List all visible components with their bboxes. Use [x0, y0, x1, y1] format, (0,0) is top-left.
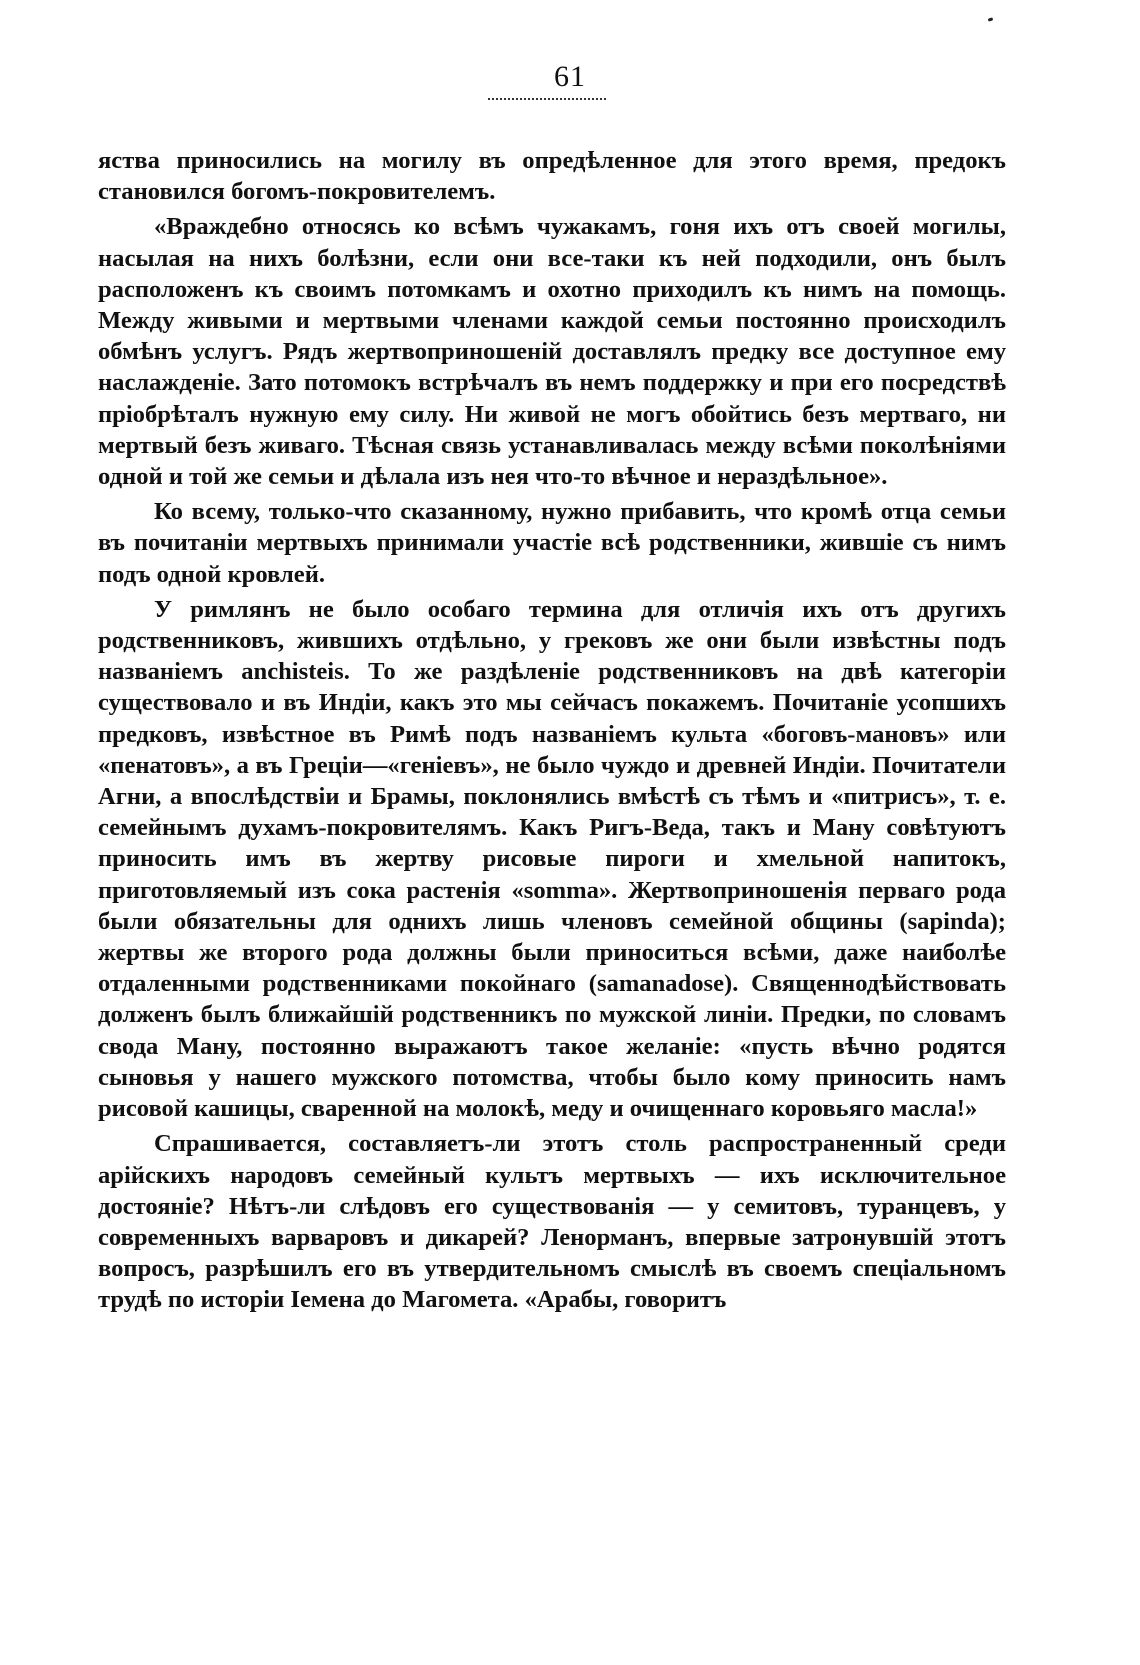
paragraph-1: яства приносились на могилу въ опредѣленное для этого время, предокъ становился богомъ-покровителемъ. — [98, 147, 1006, 206]
paragraph-4: У римлянъ не было особаго термина для отличiя ихъ отъ другихъ родственниковъ, жившихъ отдѣльно, у грековъ же они были извѣстны подъ названiемъ anchisteis. То же раздѣленiе родственниковъ на двѣ категорiи существовало и въ Индiи, какъ это мы сейчасъ покажемъ. Почитанiе усопшихъ предковъ, извѣстное въ Римѣ подъ названiемъ культа «боговъ-мановъ» или «пенатовъ», а въ Грецiи—«генiевъ», не было чуждо и древней Индiи. Почитатели Агни, а впослѣдствiи и Брамы, поклонялись вмѣстѣ съ тѣмъ и «питрисъ», т. е. семейнымъ духамъ-покровителямъ. Какъ Ригъ-Веда, такъ и Ману совѣтуютъ приносить имъ въ жертву рисовые пироги и хмельной напитокъ, приготовляемый изъ сока растенiя «somma». Жертвоприношенiя перваго рода были обязательны для однихъ лишь членовъ семейной общины (sapinda); жертвы же второго рода должны были приноситься всѣми, даже наиболѣе отдаленными родственниками покойнаго (samanadose). Священнодѣйствовать долженъ былъ ближайшiй родственникъ по мужской линiи. Предки, по словамъ свода Ману, постоянно выражаютъ такое желанiе: «пусть вѣчно родятся сыновья у нашего мужского потомства, чтобы было кому приносить намъ рисовой кашицы, сваренной на молокѣ, меду и очищеннаго коровьяго масла!» — [98, 595, 1006, 1123]
page-header — [0, 60, 1140, 94]
paragraph-2: «Враждебно относясь ко всѣмъ чужакамъ, гоня ихъ отъ своей могилы, насылая на нихъ болѣзни, если они все-таки къ ней подходили, онъ былъ расположенъ къ своимъ потомкамъ и охотно приходилъ къ нимъ на помощь. Между живыми и мертвыми членами каждой семьи постоянно происходилъ обмѣнъ услугъ. Рядъ жертвоприношенiй доставлялъ предку все доступное ему наслажденiе. Зато потомокъ встрѣчалъ въ немъ поддержку и при его посредствѣ прiобрѣталъ нужную ему силу. Ни живой не могъ обойтись безъ мертваго, ни мертвый безъ живаго. Тѣсная связь устанавливалась между всѣми поколѣнiями одной и той же семьи и дѣлала изъ нея что-то вѣчное и нераздѣльное». — [98, 213, 1006, 491]
paragraph-3: Ко всему, только-что сказанному, нужно прибавить, что кромѣ отца семьи въ почитанiи мертвыхъ принимали участiе всѣ родственники, жившiе съ нимъ подъ одной кровлей. — [98, 498, 1006, 588]
page-number: 61 — [554, 60, 586, 93]
scan-speck — [988, 17, 994, 22]
header-dotted-rule — [488, 98, 606, 100]
page-body-text — [98, 145, 1006, 1316]
paragraph-5: Спрашивается, составляетъ-ли этотъ столь распространенный среди арiйскихъ народовъ семейный культъ мертвыхъ — ихъ исключительное достоянiе? Нѣтъ-ли слѣдовъ его существованiя — у семитовъ, туранцевъ, у современныхъ варваровъ и дикарей? Ленорманъ, впервые затронувшiй этотъ вопросъ, разрѣшилъ его въ утвердительномъ смыслѣ въ своемъ спецiальномъ трудѣ по исторiи Iемена до Магомета. «Арабы, говоритъ — [98, 1130, 1006, 1314]
